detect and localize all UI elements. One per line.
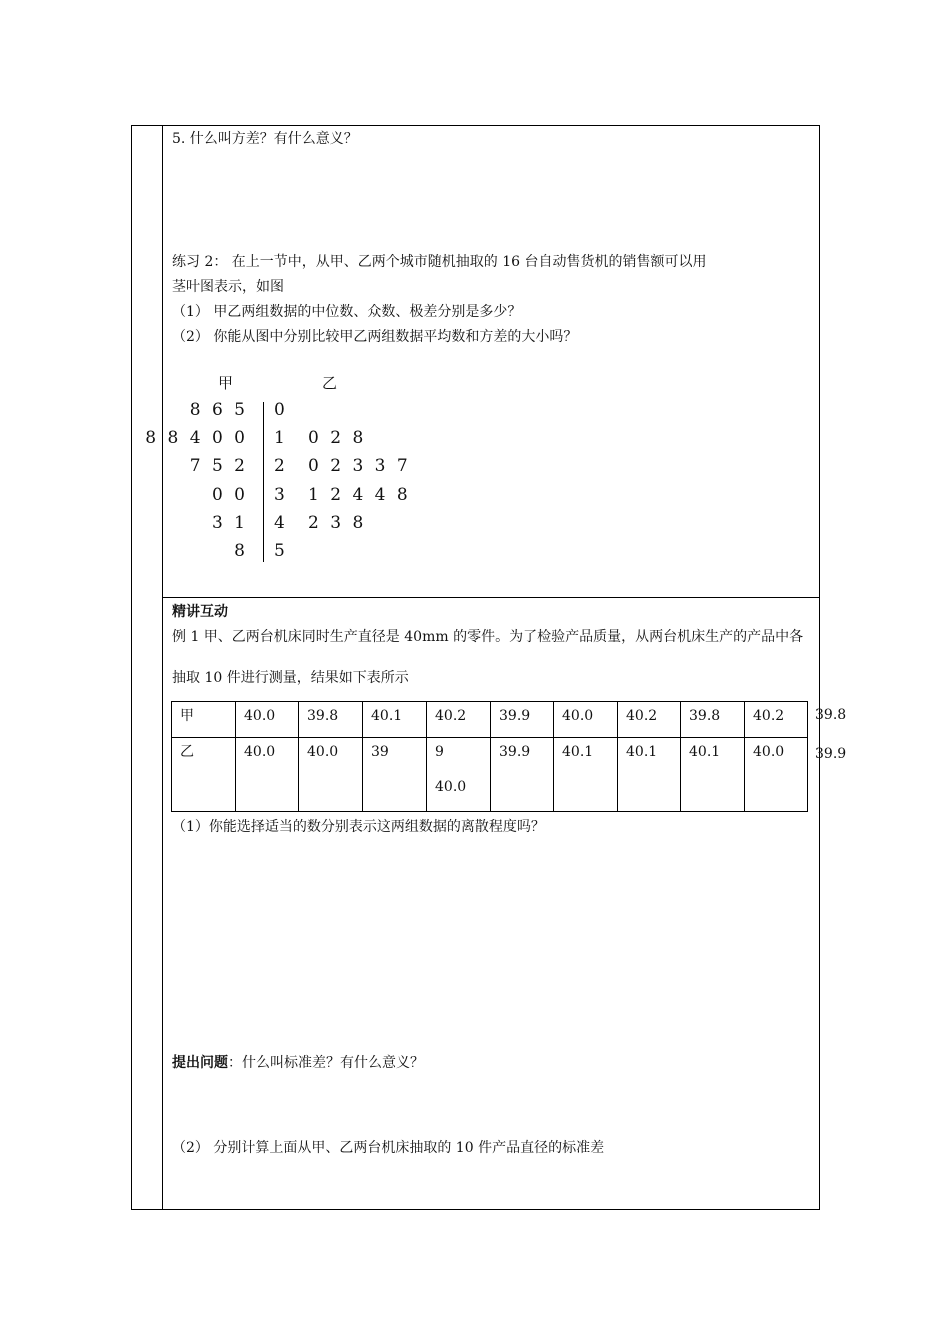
table-row-jia	[172, 702, 808, 738]
table-cell: 39.8	[681, 702, 745, 738]
raise-question	[172, 1054, 424, 1072]
table-overflow-value-yi: 39.9	[815, 746, 847, 762]
stem-5: 5	[274, 541, 288, 561]
example-1-line2: 抽取 10 件进行测量，结果如下表所示	[172, 670, 409, 686]
stem-leaf-left-header: 甲	[218, 374, 234, 392]
stem-leaf-divider	[263, 402, 264, 562]
std-question: （2） 分别计算上面从甲、乙两台机床抽取的 10 件产品直径的标准差	[172, 1140, 605, 1156]
table-cell: 甲	[172, 702, 236, 738]
leaf-left-1: 8 8 4 0 0	[145, 428, 248, 448]
table-cell: 40.0	[299, 738, 363, 812]
stem-0: 0	[274, 400, 288, 420]
table-cell: 40.1	[363, 702, 427, 738]
table-cell: 40.2	[427, 702, 491, 738]
table-cell-line: 9	[435, 744, 444, 760]
table-cell: 39	[363, 738, 427, 812]
table-cell: 40.2	[618, 702, 681, 738]
table-cell: 39.8	[299, 702, 363, 738]
table-cell: 40.1	[554, 738, 618, 812]
exercise-2-q2: （2） 你能从图中分别比较甲乙两组数据平均数和方差的大小吗？	[172, 329, 578, 345]
stem-leaf-right-header: 乙	[322, 374, 338, 392]
leaf-left-5: 8	[234, 541, 248, 561]
table-row-yi	[172, 738, 808, 812]
leaf-right-3: 1 2 4 4 8	[308, 485, 411, 505]
raise-label: 提出问题	[172, 1055, 228, 1071]
leaf-left-2: 7 5 2	[189, 456, 248, 476]
section-divider	[162, 597, 820, 598]
stem-2: 2	[274, 456, 288, 476]
table-cell: 40.0	[554, 702, 618, 738]
table-overflow-value-jia: 39.8	[815, 707, 847, 723]
leaf-right-4: 2 3 8	[308, 513, 367, 533]
table-cell: 39.9	[491, 702, 554, 738]
dispersion-question: （1）你能选择适当的数分别表示这两组数据的离散程度吗？	[172, 819, 545, 835]
leaf-right-1: 0 2 8	[308, 428, 367, 448]
leaf-left-4: 3 1	[211, 513, 248, 533]
table-cell: 40.1	[681, 738, 745, 812]
table-cell: 40.0	[236, 738, 299, 812]
left-column-divider	[162, 125, 163, 1210]
exercise-2-line1: 练习 2： 在上一节中，从甲、乙两个城市随机抽取的 16 台自动售货机的销售额可以用	[172, 254, 707, 270]
table-cell: 40.2	[745, 702, 808, 738]
table-cell: 乙	[172, 738, 236, 812]
table-cell: 40.0	[745, 738, 808, 812]
stem-4: 4	[274, 513, 288, 533]
table-cell: 40.1	[618, 738, 681, 812]
leaf-right-2: 0 2 3 3 7	[308, 456, 411, 476]
example-1-line1: 例 1 甲、乙两台机床同时生产直径是 40mm 的零件。为了检验产品质量，从两台机床生产的产品中各	[172, 629, 804, 645]
raise-text: ：什么叫标准差？有什么意义？	[228, 1055, 424, 1071]
measurement-table	[171, 701, 808, 812]
leaf-left-0: 8 6 5	[189, 400, 248, 420]
table-cell-multiline	[427, 738, 491, 812]
stem-1: 1	[274, 428, 288, 448]
section-title: 精讲互动	[172, 604, 228, 620]
table-cell: 40.0	[236, 702, 299, 738]
exercise-2-line2: 茎叶图表示，如图	[172, 279, 284, 295]
table-cell-line: 40.0	[435, 779, 467, 795]
stem-3: 3	[274, 485, 288, 505]
leaf-left-3: 0 0	[211, 485, 248, 505]
question-5: 5. 什么叫方差？有什么意义？	[172, 131, 358, 147]
exercise-2-q1: （1） 甲乙两组数据的中位数、众数、极差分别是多少？	[172, 304, 522, 320]
table-cell: 39.9	[491, 738, 554, 812]
